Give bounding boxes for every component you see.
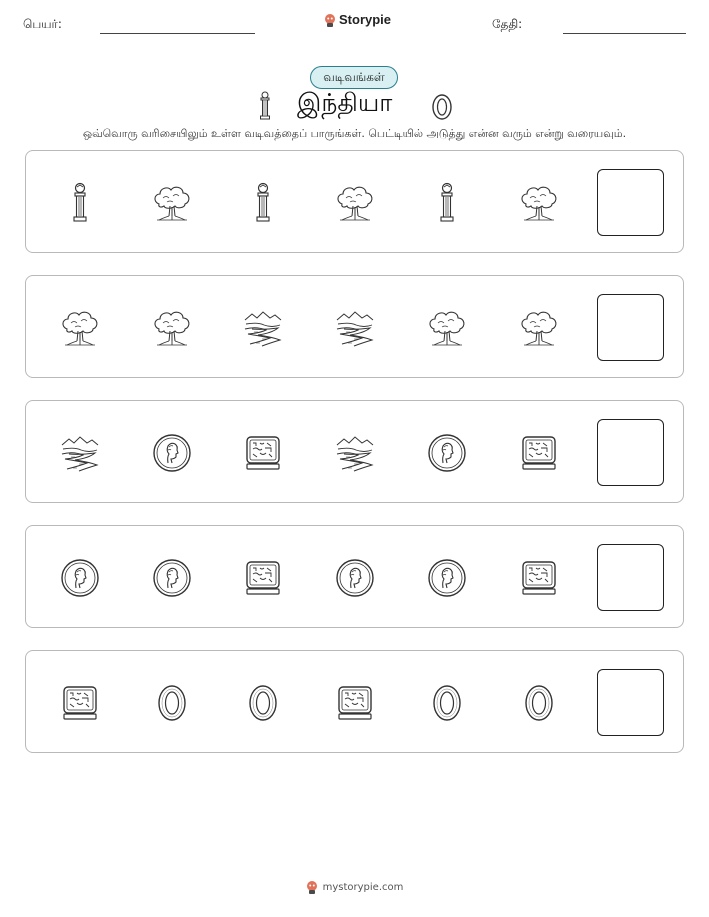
coin-icon (412, 543, 482, 613)
footer-url: mystorypie.com (322, 881, 404, 893)
seal-icon (228, 418, 298, 488)
seal-icon (320, 668, 390, 738)
river-icon (320, 418, 390, 488)
name-line[interactable] (100, 33, 255, 34)
coin-icon (137, 543, 207, 613)
tree-icon (137, 168, 207, 238)
coin-icon (137, 418, 207, 488)
zero-icon (431, 93, 453, 121)
seal-icon (228, 543, 298, 613)
river-icon (45, 418, 115, 488)
worksheet-header (0, 0, 709, 50)
pattern-row-5 (25, 650, 684, 753)
seal-icon (504, 543, 574, 613)
brand-name: Storypie (339, 12, 392, 27)
topic-badge: வடிவங்கள் (310, 66, 398, 89)
answer-box[interactable] (597, 544, 664, 611)
pattern-row-4 (25, 525, 684, 628)
footer (0, 880, 709, 894)
answer-box[interactable] (597, 419, 664, 486)
zero-icon (504, 668, 574, 738)
pillar-icon (412, 168, 482, 238)
answer-box[interactable] (597, 669, 664, 736)
answer-box[interactable] (597, 294, 664, 361)
pattern-row-3 (25, 400, 684, 503)
zero-icon (137, 668, 207, 738)
zero-icon (228, 668, 298, 738)
pillar-icon (45, 168, 115, 238)
storypie-mascot-icon (324, 13, 336, 27)
coin-icon (412, 418, 482, 488)
title-row (0, 88, 709, 126)
coin-icon (320, 543, 390, 613)
zero-icon (412, 668, 482, 738)
river-icon (320, 293, 390, 363)
brand-logo (324, 12, 391, 27)
pattern-row-1 (25, 150, 684, 253)
tree-icon (412, 293, 482, 363)
tree-icon (504, 168, 574, 238)
date-label: தேதி: (492, 17, 523, 31)
page-title: இந்தியா (297, 88, 393, 117)
tree-icon (320, 168, 390, 238)
answer-box[interactable] (597, 169, 664, 236)
date-line[interactable] (563, 33, 686, 34)
tree-icon (137, 293, 207, 363)
storypie-mascot-icon (306, 880, 318, 894)
name-label: பெயர்: (23, 17, 62, 31)
coin-icon (45, 543, 115, 613)
seal-icon (45, 668, 115, 738)
tree-icon (504, 293, 574, 363)
pillar-icon (258, 91, 272, 121)
river-icon (228, 293, 298, 363)
tree-icon (45, 293, 115, 363)
pillar-icon (228, 168, 298, 238)
pattern-row-2 (25, 275, 684, 378)
instructions: ஒவ்வொரு வரிசையிலும் உள்ள வடிவத்தைப் பாருங்கள். பெட்டியில் அடுத்து என்ன வரும் என்று வரையவும். (82, 127, 627, 140)
seal-icon (504, 418, 574, 488)
